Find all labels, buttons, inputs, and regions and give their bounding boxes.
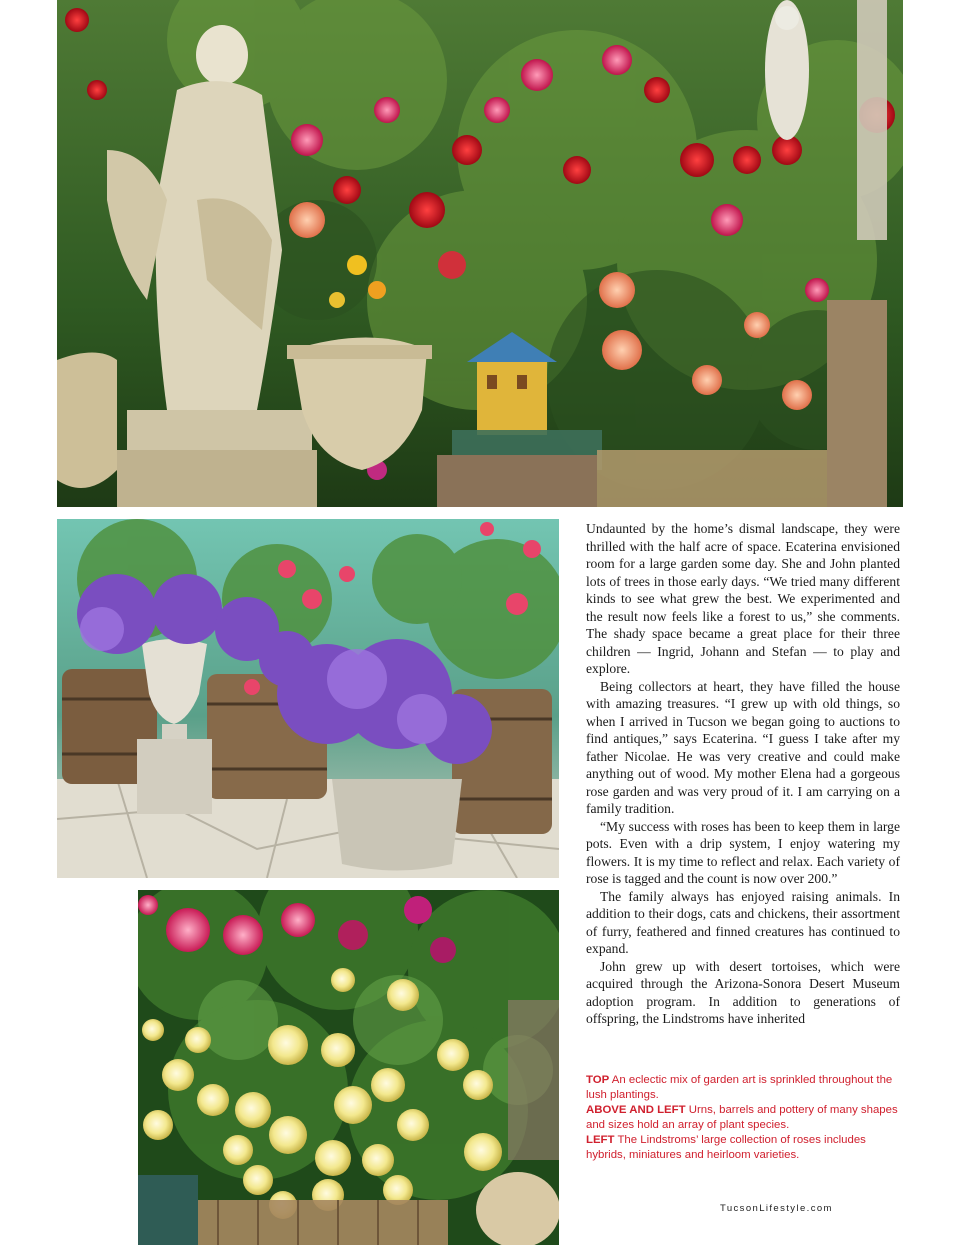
caption-top <box>586 1073 904 1103</box>
middle-photo <box>57 519 559 878</box>
caption-left <box>586 1133 904 1163</box>
photo-captions <box>586 1073 904 1163</box>
article-body <box>586 520 900 1028</box>
garden-statue-image <box>57 0 903 507</box>
bottom-photo <box>138 890 559 1245</box>
article-paragraph: Being collectors at heart, they have filled the house with amazing treasures. “I grew up with old things, so when I arrived in Tucson we began going to auctions to find antiques,” says Ecaterina. “I guess I take after my father Nicolae. He was very creative and could make anything out of wood. My mother Elena had a gorgeous rose garden and was very proud of it. I am carrying on a family tradition. <box>586 678 900 816</box>
caption-text: Urns, barrels and pottery of many shapes and sizes hold an array of plant species. <box>586 1104 898 1131</box>
caption-label: LEFT <box>586 1134 615 1146</box>
top-photo <box>57 0 903 507</box>
caption-text: The Lindstroms’ large collection of roses includes hybrids, miniatures and heirloom varieties. <box>586 1134 866 1161</box>
caption-above-left <box>586 1103 904 1133</box>
article-paragraph: Undaunted by the home’s dismal landscape, they were thrilled with the half acre of space. Ecaterina envisioned room for a large garden some day. She and John planted lots of trees in those early days. “We tried many different kinds to see what grew the best. We experimented and the result now feels like a forest to us,” she comments. The shady space became a great place for their three children — Ingrid, Johann and Stefan — to play and explore. <box>586 521 900 676</box>
article-paragraph: John grew up with desert tortoises, which were acquired through the Arizona-Sonora Desert Museum adoption program. In addition to generations of offspring, the Lindstroms have inherited <box>586 958 900 1026</box>
site-footer[interactable]: TucsonLifestyle.com <box>720 1203 833 1214</box>
urns-barrels-image <box>57 519 559 878</box>
caption-label: ABOVE AND LEFT <box>586 1104 686 1116</box>
article-paragraph: The family always has enjoyed raising animals. In addition to their dogs, cats and chickens, their assortment of furry, feathered and finned creatures has continued to expand. <box>586 888 900 956</box>
yellow-pink-roses-image <box>138 890 559 1245</box>
caption-label: TOP <box>586 1074 610 1086</box>
caption-text: An eclectic mix of garden art is sprinkled throughout the lush plantings. <box>586 1074 893 1101</box>
article-paragraph: “My success with roses has been to keep them in large pots. Even with a drip system, I enjoy watering my flowers. It is my time to reflect and relax. Each variety of rose is tagged and the count is now over 200.” <box>586 818 900 886</box>
